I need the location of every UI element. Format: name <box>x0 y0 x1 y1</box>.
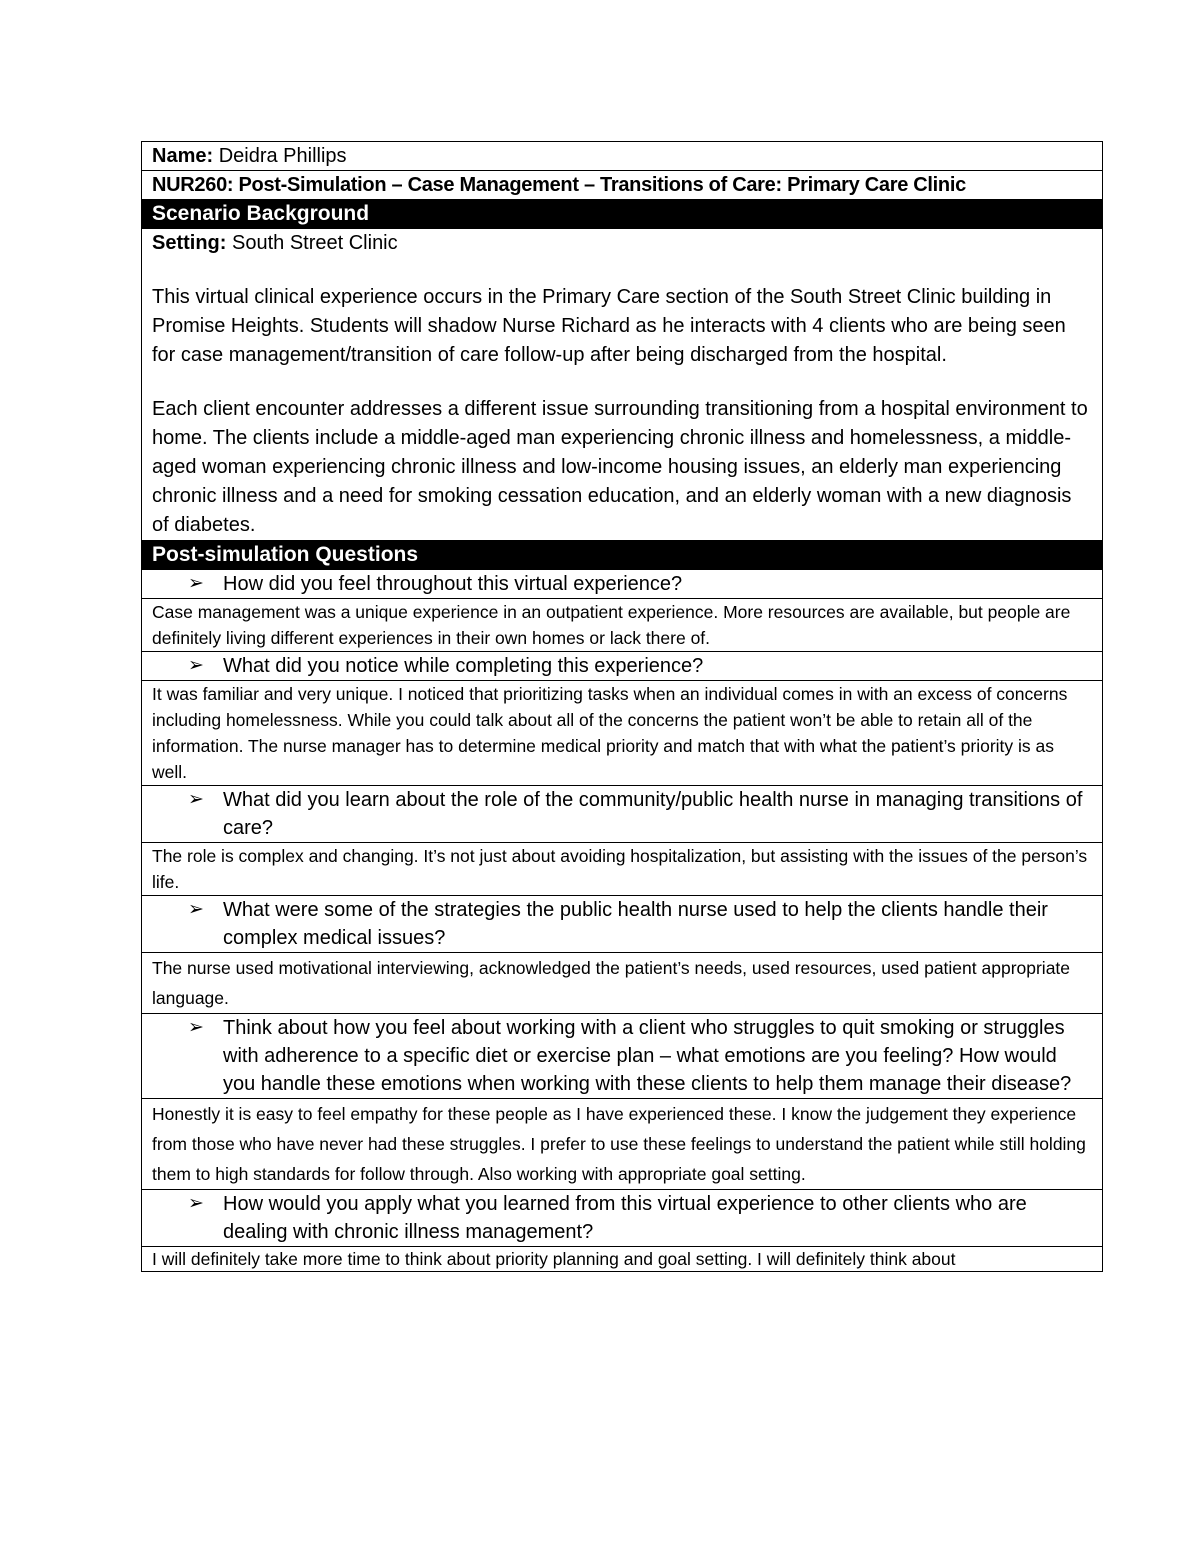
question-cell <box>142 1014 1103 1099</box>
answer-text: Case management was a unique experience in an outpatient experience. More resources are available, but people are definitely living different experiences in their own homes or lack there of. <box>142 599 1103 652</box>
answer-row <box>142 843 1103 896</box>
answer-text: Honestly it is easy to feel empathy for these people as I have experienced these. I know the judgement they experience from those who have never had these struggles. I prefer to use these feelings to understand the patient while still holding them to high standards for follow through. Also working with appropriate goal setting. <box>142 1099 1103 1190</box>
question-text: What were some of the strategies the public health nurse used to help the clients handle their complex medical issues? <box>223 899 1048 949</box>
setting-label: Setting: <box>152 232 227 254</box>
answer-row <box>142 681 1103 786</box>
question-text: How would you apply what you learned from this virtual experience to other clients who are dealing with chronic illness management? <box>223 1193 1027 1243</box>
scenario-body-row <box>142 229 1103 541</box>
questions-heading: Post-simulation Questions <box>142 541 1103 570</box>
setting-value: South Street Clinic <box>226 232 398 254</box>
question-wrap <box>152 786 1092 842</box>
name-label: Name: <box>152 145 214 167</box>
question-text: What did you notice while completing this experience? <box>223 655 704 677</box>
question-row <box>142 786 1103 843</box>
answer-text: The role is complex and changing. It’s not just about avoiding hospitalization, but assisting with the issues of the person’s life. <box>142 843 1103 896</box>
question-wrap <box>152 652 1092 680</box>
student-name: Deidra Phillips <box>213 145 347 167</box>
scenario-body <box>142 229 1103 541</box>
arrow-bullet-icon: ➢ <box>188 789 204 810</box>
questions-heading-row <box>142 541 1103 570</box>
question-row <box>142 896 1103 953</box>
question-row <box>142 652 1103 681</box>
question-cell <box>142 570 1103 599</box>
question-row <box>142 1014 1103 1099</box>
arrow-bullet-icon: ➢ <box>188 899 204 920</box>
question-text: What did you learn about the role of the community/public health nurse in managing transitions of care? <box>223 789 1083 839</box>
question-wrap <box>152 896 1092 952</box>
question-cell <box>142 652 1103 681</box>
scenario-heading-row <box>142 200 1103 229</box>
arrow-bullet-icon: ➢ <box>188 1193 204 1214</box>
arrow-bullet-icon: ➢ <box>188 1017 204 1038</box>
course-title: NUR260: Post-Simulation – Case Management – Transitions of Care: Primary Care Clinic <box>142 171 1103 200</box>
answer-text: I will definitely take more time to think about priority planning and goal setting. I will definitely think about <box>142 1247 1103 1272</box>
question-text: How did you feel throughout this virtual experience? <box>223 573 683 595</box>
question-row <box>142 1190 1103 1247</box>
question-wrap <box>152 1190 1092 1246</box>
question-row <box>142 570 1103 599</box>
scenario-heading: Scenario Background <box>142 200 1103 229</box>
question-text: Think about how you feel about working with a client who struggles to quit smoking or struggles with adherence to a specific diet or exercise plan – what emotions are you feeling? How would you handle these emotions when working with these clients to help them manage their disease? <box>223 1017 1072 1095</box>
name-row <box>142 142 1103 171</box>
question-cell <box>142 896 1103 953</box>
answer-row <box>142 1099 1103 1190</box>
paragraph-gap <box>152 370 1092 395</box>
answer-text: It was familiar and very unique. I noticed that prioritizing tasks when an individual comes in with an excess of concerns including homelessness. While you could talk about all of the concerns the patient won’t be able to retain all of the information. The nurse manager has to determine medical priority and match that with what the patient’s priority is as well. <box>142 681 1103 786</box>
arrow-bullet-icon: ➢ <box>188 573 204 594</box>
answer-text: The nurse used motivational interviewing, acknowledged the patient’s needs, used resources, used patient appropriate language. <box>142 953 1103 1014</box>
scenario-paragraph-2: Each client encounter addresses a different issue surrounding transitioning from a hospital environment to home. The clients include a middle-aged man experiencing chronic illness and homelessness, a middle-aged woman experiencing chronic illness and low-income housing issues, an elderly man experiencing chronic illness and a need for smoking cessation education, and an elderly woman with a new diagnosis of diabetes. <box>152 398 1088 536</box>
question-cell <box>142 1190 1103 1247</box>
setting-line <box>152 229 1092 258</box>
paragraph-gap <box>152 258 1092 283</box>
question-cell <box>142 786 1103 843</box>
question-wrap <box>152 1014 1092 1098</box>
worksheet-table <box>141 141 1103 1272</box>
name-cell <box>142 142 1103 171</box>
answer-row <box>142 599 1103 652</box>
question-wrap <box>152 570 1092 598</box>
arrow-bullet-icon: ➢ <box>188 655 204 676</box>
answer-row <box>142 953 1103 1014</box>
course-row <box>142 171 1103 200</box>
scenario-paragraph-1: This virtual clinical experience occurs in the Primary Care section of the South Street Clinic building in Promise Heights. Students will shadow Nurse Richard as he interacts with 4 clients who are being seen for case management/transition of care follow-up after being discharged from the hospital. <box>152 286 1066 366</box>
answer-row <box>142 1247 1103 1272</box>
